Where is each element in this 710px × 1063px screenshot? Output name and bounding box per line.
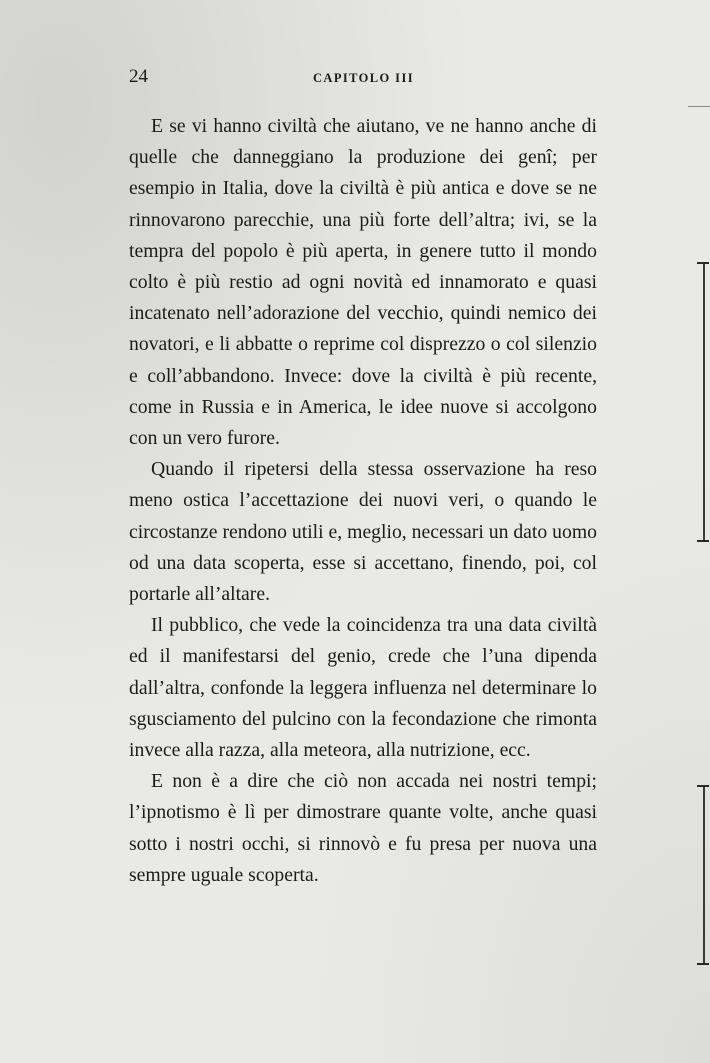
paragraph: Il pubblico, che vede la coincidenza tra una data civiltà ed il manifestarsi del genio, crede che l’una dipenda dall’altra, confonde la leggera influenza nel determinare lo sgusciamento del pulcino con la fecondazione che rimonta invece alla razza, alla meteora, alla nutrizione, ecc.: [129, 614, 597, 762]
paragraph: Quando il ripetersi della stessa osservazione ha reso meno ostica l’accettazione dei nuovi veri, o quando le circostanze rendono utili e, meglio, necessari un dato uomo od una data scoperta, esse si accettano, finendo, poi, col portarle all’altare.: [129, 458, 597, 606]
paragraph: E non è a dire che ciò non accada nei nostri tempi; l’ipnotismo è lì per dimostrare quante volte, anche quasi sotto i nostri occhi, si rinnovò e fu presa per nuova una sempre uguale scoperta.: [129, 770, 597, 886]
margin-tick: [697, 262, 709, 264]
edge-rule: [688, 106, 710, 107]
margin-tick: [697, 540, 709, 542]
margin-tick: [697, 785, 709, 787]
body-text: [129, 111, 597, 891]
margin-marker: [703, 785, 705, 965]
running-head: CAPITOLO III: [313, 71, 414, 85]
margin-tick: [697, 963, 709, 965]
page-header: [0, 66, 710, 90]
page-number: 24: [129, 66, 148, 87]
margin-marker: [703, 262, 705, 542]
paragraph: E se vi hanno civiltà che aiutano, ve ne hanno anche di quelle che danneggiano la produzione dei genî; per esempio in Italia, dove la civiltà è più antica e dove se ne rinnovarono parecchie, una più forte dell’altra; ivi, se la tempra del popolo è più aperta, in genere tutto il mondo colto è più restio ad ogni novità ed innamorato e quasi incatenato nell’adorazione del vecchio, quindi nemico dei novatori, e li abbatte o reprime col disprezzo o col silenzio e coll’abbandono. Invece: dove la civiltà è più recente, come in Russia e in America, le idee nuove si accolgono con un vero furore.: [129, 115, 597, 450]
